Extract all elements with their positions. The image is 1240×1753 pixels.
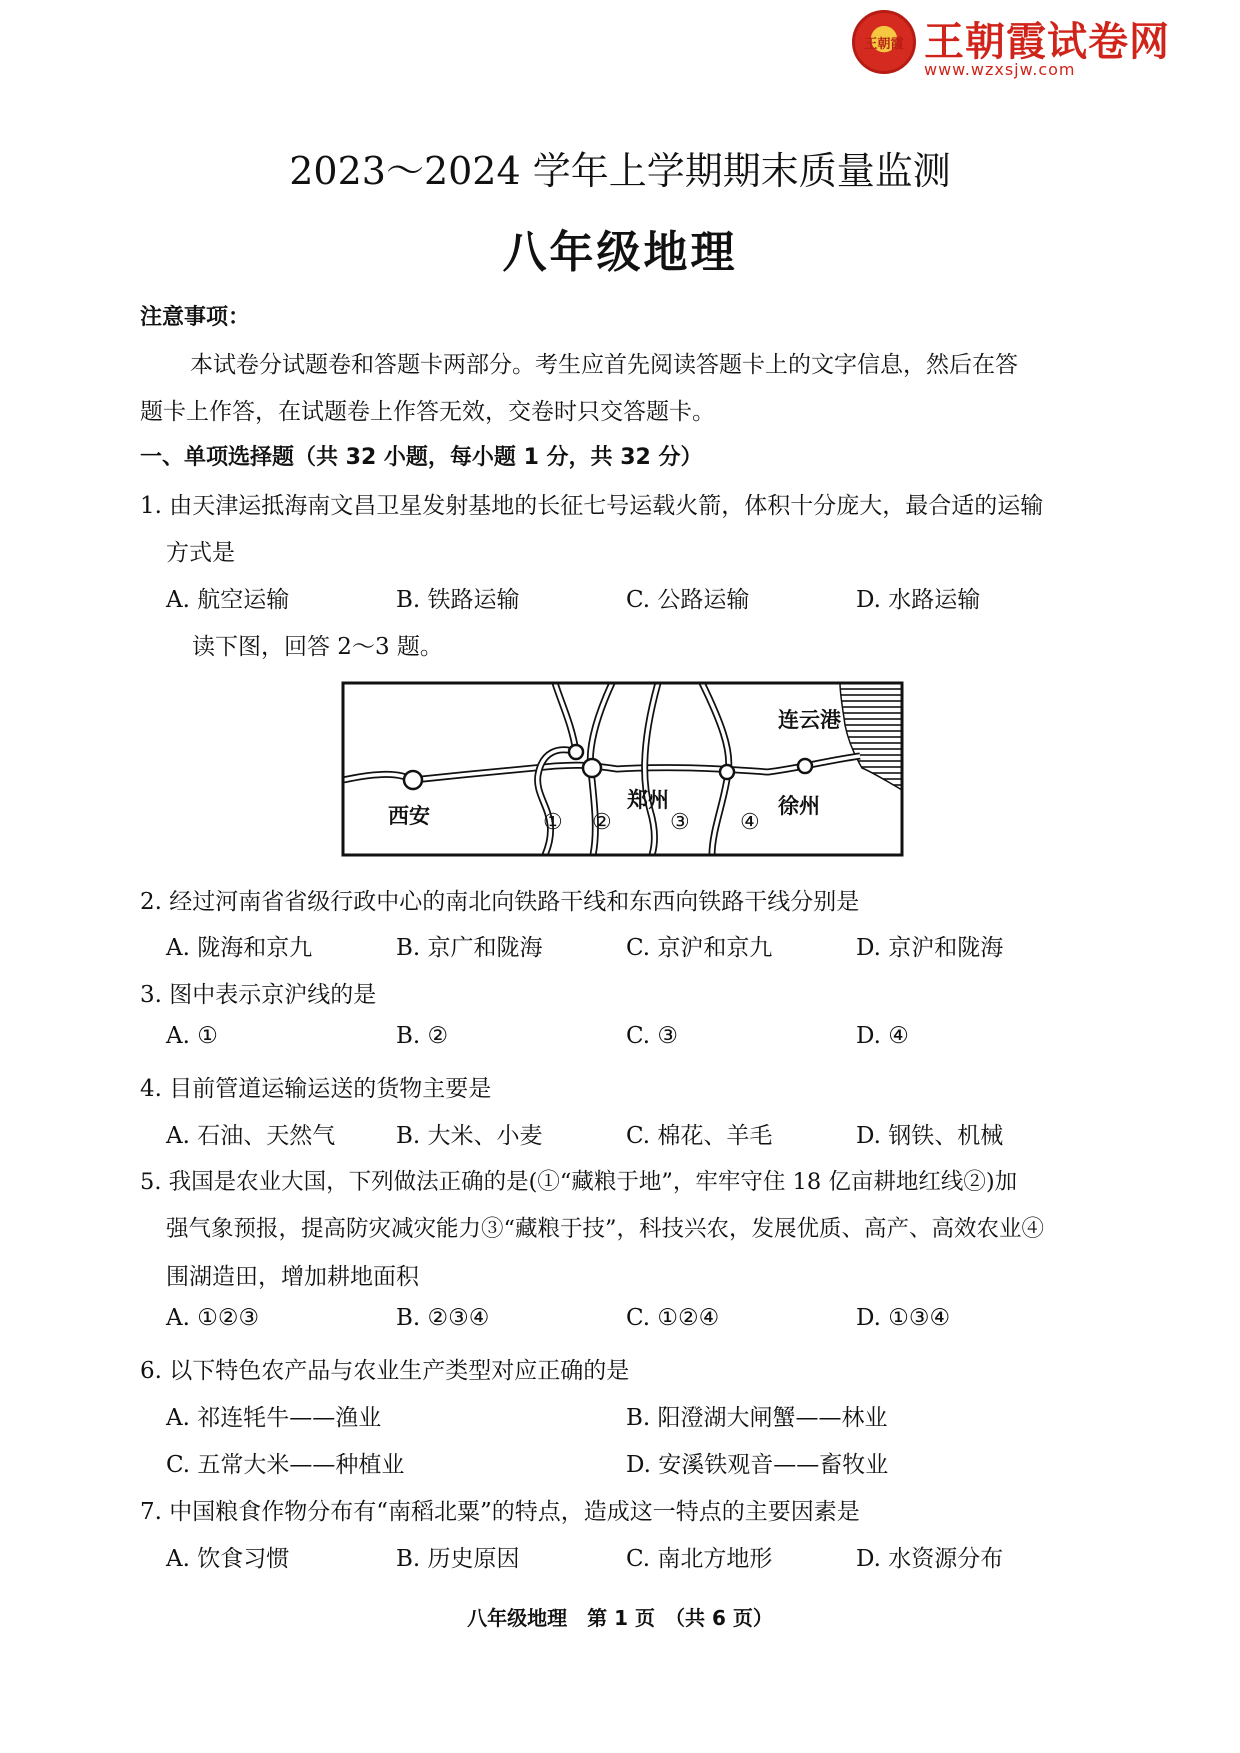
question-1-line-1: 1. 由天津运抵海南文昌卫星发射基地的长征七号运载火箭，体积十分庞大，最合适的运输	[140, 493, 1044, 519]
page-footer: 八年级地理 第 1 页 （共 6 页）	[467, 1606, 773, 1630]
logo-url: www.wzxsjw.com	[924, 60, 1076, 79]
q6-option-c: C. 五常大米——种植业	[166, 1452, 405, 1478]
sea-area	[840, 683, 902, 790]
question-5-line-1: 5. 我国是农业大国，下列做法正确的是(①“藏粮于地”，牢牢守住 18 亿亩耕地红线②)加	[140, 1169, 1018, 1195]
q3-option-a: A. ①	[166, 1023, 218, 1049]
q2-option-b: B. 京广和陇海	[396, 935, 543, 961]
q4-option-d: D. 钢铁、机械	[856, 1123, 1004, 1149]
q7-option-d: D. 水资源分布	[856, 1546, 1004, 1572]
map-number-2: ②	[592, 810, 612, 835]
railway-map	[340, 680, 905, 858]
question-4: 4. 目前管道运输运送的货物主要是	[140, 1076, 492, 1102]
exam-title: 2023～2024 学年上学期期末质量监测	[289, 149, 951, 193]
q7-option-c: C. 南北方地形	[626, 1546, 773, 1572]
question-1-line-2: 方式是	[166, 540, 235, 566]
logo-badge-icon	[852, 10, 916, 74]
q6-option-b: B. 阳澄湖大闸蟹——林业	[626, 1405, 888, 1431]
q2-option-a: A. 陇海和京九	[166, 935, 313, 961]
q7-option-b: B. 历史原因	[396, 1546, 520, 1572]
notice-line-2: 题卡上作答，在试题卷上作答无效，交卷时只交答题卡。	[140, 399, 715, 425]
notice-line-1: 本试卷分试题卷和答题卡两部分。考生应首先阅读答题卡上的文字信息，然后在答	[190, 352, 1018, 378]
exam-subject: 八年级地理	[502, 227, 738, 278]
q5-option-c: C. ①②④	[626, 1305, 720, 1331]
q1-option-b: B. 铁路运输	[396, 587, 520, 613]
q4-option-c: C. 棉花、羊毛	[626, 1123, 773, 1149]
map-label-lianyungang: 连云港	[778, 708, 841, 732]
station-xian	[404, 771, 422, 789]
station-xuzhou	[720, 765, 734, 779]
q2-option-d: D. 京沪和陇海	[856, 935, 1004, 961]
site-logo	[852, 10, 1232, 79]
question-7: 7. 中国粮食作物分布有“南稻北粟”的特点，造成这一特点的主要因素是	[140, 1499, 860, 1525]
question-3: 3. 图中表示京沪线的是	[140, 982, 377, 1008]
q3-option-b: B. ②	[396, 1023, 449, 1049]
q6-option-a: A. 祁连牦牛——渔业	[166, 1405, 382, 1431]
q1-option-a: A. 航空运输	[166, 587, 290, 613]
q5-option-a: A. ①②③	[166, 1305, 260, 1331]
question-2: 2. 经过河南省省级行政中心的南北向铁路干线和东西向铁路干线分别是	[140, 889, 860, 915]
map-label-xian: 西安	[388, 804, 430, 828]
question-6: 6. 以下特色农产品与农业生产类型对应正确的是	[140, 1358, 630, 1384]
q5-option-b: B. ②③④	[396, 1305, 490, 1331]
question-5-line-3: 围湖造田，增加耕地面积	[166, 1264, 419, 1290]
q6-option-d: D. 安溪铁观音——畜牧业	[626, 1452, 889, 1478]
map-number-4: ④	[740, 810, 760, 835]
q3-option-c: C. ③	[626, 1023, 679, 1049]
section-heading: 一、单项选择题（共 32 小题，每小题 1 分，共 32 分）	[140, 445, 703, 470]
logo-badge-text: 王朝霞	[864, 37, 904, 52]
notice-heading: 注意事项：	[140, 305, 251, 330]
q3-option-d: D. ④	[856, 1023, 909, 1049]
q1-option-d: D. 水路运输	[856, 587, 981, 613]
question-5-line-2: 强气象预报，提高防灾减灾能力③“藏粮于技”，科技兴农，发展优质、高产、高效农业④	[166, 1216, 1045, 1242]
q4-option-b: B. 大米、小麦	[396, 1123, 543, 1149]
map-label-zhengzhou: 郑州	[627, 788, 669, 812]
station-zhengzhou	[583, 759, 601, 777]
logo-title: 王朝霞试卷网	[924, 19, 1170, 65]
q4-option-a: A. 石油、天然气	[166, 1123, 336, 1149]
q2-option-c: C. 京沪和京九	[626, 935, 773, 961]
map-label-xuzhou: 徐州	[778, 794, 820, 818]
q5-option-d: D. ①③④	[856, 1305, 951, 1331]
q1-option-c: C. 公路运输	[626, 587, 750, 613]
station-lianyungang	[798, 759, 812, 773]
map-intro: 读下图，回答 2～3 题。	[192, 634, 443, 660]
map-number-3: ③	[670, 810, 690, 835]
q7-option-a: A. 饮食习惯	[166, 1546, 290, 1572]
station-north	[569, 745, 583, 759]
map-number-1: ①	[543, 810, 563, 835]
